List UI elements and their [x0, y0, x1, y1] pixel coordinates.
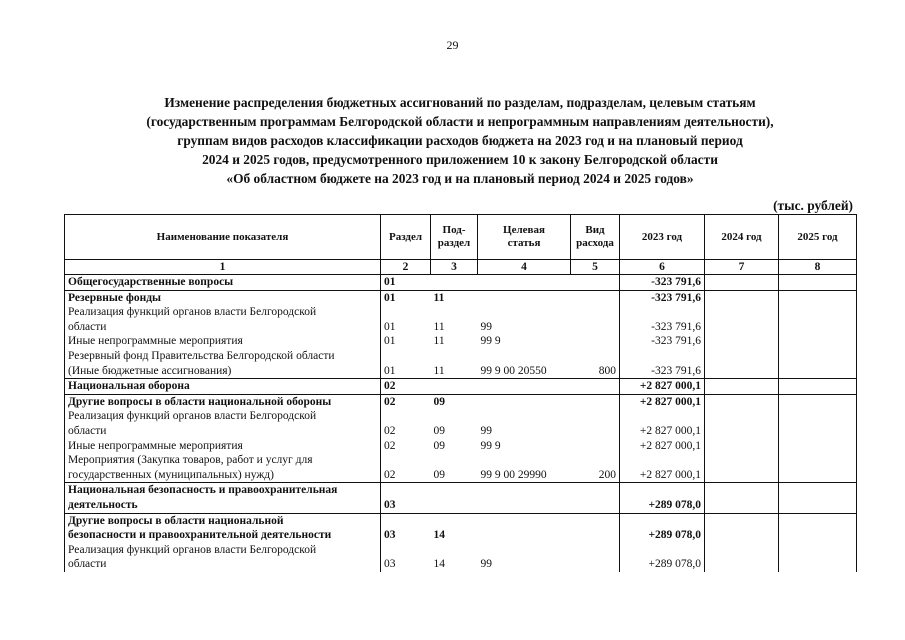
row-kind [571, 543, 620, 572]
row-2023: +2 827 000,1 [620, 379, 705, 395]
row-name: области [68, 424, 107, 437]
col-number: 7 [705, 260, 779, 275]
title-line: Изменение распределения бюджетных ассигнований по разделам, подразделам, целевым статьям [164, 95, 756, 110]
row-section: 02 [381, 394, 431, 409]
row-2025 [779, 394, 857, 409]
row-2025 [779, 305, 857, 334]
row-target [478, 275, 571, 291]
col-number: 2 [381, 260, 431, 275]
row-2024 [705, 334, 779, 349]
row-2023: -323 791,6 [620, 275, 705, 291]
row-2023: +2 827 000,1 [620, 453, 705, 483]
title-line: (государственным программам Белгородской области и непрограммным направлениям деятельности), [146, 114, 774, 129]
row-2024 [705, 379, 779, 395]
row-target: 99 [480, 424, 492, 437]
row-subsection [431, 379, 478, 395]
row-subsection: 09 [431, 394, 478, 409]
row-name: Иные непрограммные мероприятия [68, 439, 243, 452]
header-name: Наименование показателя [65, 215, 381, 260]
row-section: 01 [381, 275, 431, 291]
row-2023: -323 791,6 [620, 290, 705, 305]
row-2023: -323 791,6 [620, 305, 705, 334]
row-2025 [779, 483, 857, 513]
row-2024 [705, 409, 779, 438]
row-target [478, 290, 571, 305]
row-2025 [779, 275, 857, 291]
row-2024 [705, 513, 779, 543]
row-subsection [431, 275, 478, 291]
row-section: 03 [381, 513, 431, 543]
row-2025 [779, 290, 857, 305]
row-kind [571, 275, 620, 291]
row-2025 [779, 543, 857, 572]
row-name: Национальная безопасность и правоохранительная [68, 484, 338, 497]
row-name: Реализация функций органов власти Белгородской [68, 543, 317, 556]
row-name: области [68, 320, 107, 333]
row-2023: +2 827 000,1 [620, 439, 705, 454]
row-kind [571, 379, 620, 395]
header-2024: 2024 год [705, 215, 779, 260]
row-name: Резервные фонды [68, 291, 162, 304]
row-target [478, 379, 571, 395]
row-name: Мероприятия (Закупка товаров, работ и услуг для [68, 454, 313, 467]
row-name: (Иные бюджетные ассигнования) [68, 364, 232, 377]
row-2024 [705, 290, 779, 305]
row-name: Резервный фонд Правительства Белгородской области [68, 349, 335, 362]
row-subsection: 09 [433, 439, 445, 452]
row-subsection [431, 483, 478, 513]
row-subsection: 11 [433, 335, 445, 348]
header-subsection: Под- раздел [431, 215, 478, 260]
title-line: 2024 и 2025 годов, предусмотренного приложением 10 к закону Белгородской области [202, 152, 718, 167]
row-2023: +289 078,0 [620, 483, 705, 513]
row-name: безопасности и правоохранительной деятельности [68, 529, 332, 542]
table-row [65, 439, 857, 454]
row-target: 99 9 [480, 439, 501, 452]
row-target [478, 394, 571, 409]
row-kind [571, 409, 620, 438]
row-kind: 800 [598, 364, 616, 377]
table-row [65, 290, 857, 305]
table-row [65, 543, 857, 572]
row-section: 02 [384, 424, 396, 437]
col-number: 4 [478, 260, 571, 275]
row-2025 [779, 439, 857, 454]
header-2023: 2023 год [620, 215, 705, 260]
table-row [65, 275, 857, 291]
row-subsection: 11 [433, 320, 445, 333]
row-2025 [779, 349, 857, 379]
row-section: 03 [384, 558, 396, 571]
row-section: 01 [381, 290, 431, 305]
row-kind [571, 394, 620, 409]
row-2025 [779, 334, 857, 349]
row-2025 [779, 409, 857, 438]
row-target: 99 9 00 20550 [480, 364, 547, 377]
table-row [65, 513, 857, 543]
row-name: Другие вопросы в области национальной [68, 514, 284, 527]
row-2024 [705, 453, 779, 483]
table-row [65, 349, 857, 379]
row-section: 01 [384, 320, 396, 333]
row-target [478, 513, 571, 543]
row-2023: +289 078,0 [620, 543, 705, 572]
budget-table [64, 214, 857, 572]
row-kind [571, 334, 620, 349]
row-2024 [705, 275, 779, 291]
row-name: Национальная оборона [68, 380, 190, 393]
row-2023: +289 078,0 [620, 513, 705, 543]
row-target: 99 [480, 320, 492, 333]
row-2025 [779, 453, 857, 483]
document-title [60, 93, 860, 188]
table-row [65, 409, 857, 438]
row-target: 99 9 00 29990 [480, 468, 547, 481]
row-2023: -323 791,6 [620, 349, 705, 379]
row-subsection: 11 [433, 364, 445, 377]
col-number: 5 [571, 260, 620, 275]
row-target: 99 9 [480, 335, 501, 348]
column-number-row [65, 260, 857, 275]
header-target: Целевая статья [478, 215, 571, 260]
units-label: (тыс. рублей) [773, 198, 853, 213]
row-2025 [779, 513, 857, 543]
row-name: Иные непрограммные мероприятия [68, 335, 243, 348]
row-name: Общегосударственные вопросы [68, 276, 234, 288]
table-row [65, 305, 857, 334]
row-2025 [779, 379, 857, 395]
row-subsection: 14 [433, 558, 445, 571]
row-target [478, 483, 571, 513]
row-kind [571, 483, 620, 513]
row-kind [571, 439, 620, 454]
table-row [65, 379, 857, 395]
col-number: 6 [620, 260, 705, 275]
table-row [65, 334, 857, 349]
row-2023: +2 827 000,1 [620, 394, 705, 409]
row-subsection: 14 [431, 513, 478, 543]
row-name: Реализация функций органов власти Белгородской [68, 410, 317, 423]
row-subsection: 11 [431, 290, 478, 305]
row-section: 02 [381, 379, 431, 395]
row-section: 01 [384, 364, 396, 377]
title-line: «Об областном бюджете на 2023 год и на плановый период 2024 и 2025 годов» [226, 171, 694, 186]
row-section: 02 [384, 439, 396, 452]
row-subsection: 09 [433, 468, 445, 481]
row-section: 03 [381, 483, 431, 513]
title-line: группам видов расходов классификации расходов бюджета на 2023 год и на плановый период [177, 133, 743, 148]
row-2024 [705, 483, 779, 513]
header-2025: 2025 год [779, 215, 857, 260]
row-section: 01 [384, 335, 396, 348]
row-name: области [68, 558, 107, 571]
row-target: 99 [480, 558, 492, 571]
table-row [65, 394, 857, 409]
row-name: государственных (муниципальных) нужд) [68, 468, 274, 481]
header-row [65, 215, 857, 260]
row-2024 [705, 543, 779, 572]
row-name: деятельность [68, 498, 138, 511]
table-row [65, 483, 857, 513]
row-kind: 200 [598, 468, 616, 481]
row-name: Реализация функций органов власти Белгородской [68, 306, 317, 319]
row-kind [571, 305, 620, 334]
row-2024 [705, 349, 779, 379]
page-number: 29 [446, 38, 459, 52]
row-subsection: 09 [433, 424, 445, 437]
header-kind: Вид расхода [571, 215, 620, 260]
row-2024 [705, 394, 779, 409]
row-name: Другие вопросы в области национальной обороны [68, 395, 332, 408]
col-number: 1 [65, 260, 381, 275]
col-number: 8 [779, 260, 857, 275]
header-section: Раздел [381, 215, 431, 260]
table-row [65, 453, 857, 483]
row-2023: -323 791,6 [620, 334, 705, 349]
row-kind [571, 513, 620, 543]
row-section: 02 [384, 468, 396, 481]
row-kind [571, 290, 620, 305]
row-2024 [705, 439, 779, 454]
col-number: 3 [431, 260, 478, 275]
row-2024 [705, 305, 779, 334]
row-2023: +2 827 000,1 [620, 409, 705, 438]
